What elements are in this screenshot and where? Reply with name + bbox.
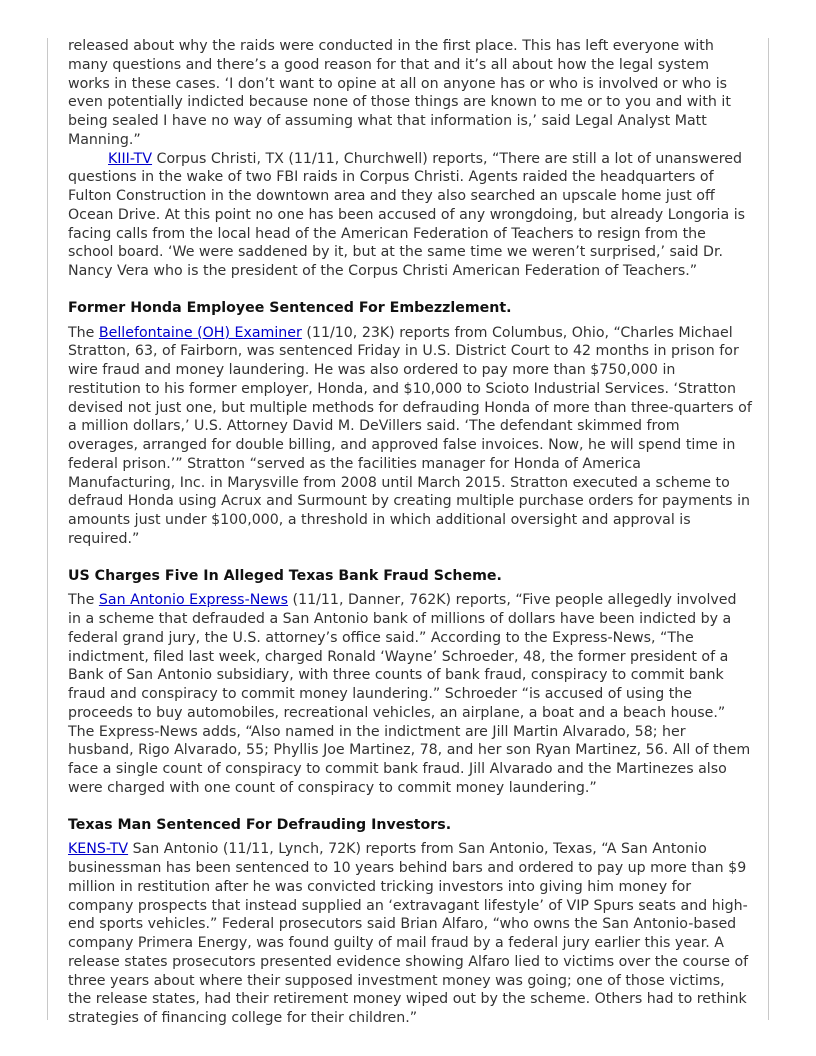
kens-tv-link[interactable]: KENS-TV xyxy=(68,841,129,858)
san-antonio-express-news-link[interactable]: San Antonio Express-News xyxy=(98,592,289,609)
document-body xyxy=(68,37,752,1028)
paragraph-text: released about why the raids were conducted in the first place. This has left everyone with many questions and there’s a good reason for that and it’s all about how the legal system works in these cases. ‘I don’t want to opine at all on anyone has or who is involved or who is even potentially indicted because none of those things are known to me or to you and with it being sealed I have no way of assuming what that information is,’ said Legal Analyst Matt Manning.” xyxy=(68,38,731,148)
paragraph-text: San Antonio (11/11, Lynch, 72K) reports from San Antonio, Texas, “A San Antonio businessman has been sentenced to 10 years behind bars and ordered to pay up more than $9 million in restitution after he was convicted tricking investors into giving him money for company prospects that instead supplied an ‘extravagant lifestyle’ of VIP Spurs seats and high-end sports vehicles.” Federal prosecutors said Brian Alfaro, “who owns the San Antonio-based company Primera Energy, was found guilty of mail fraud by a federal jury earlier this year. A release states prosecutors presented evidence showing Alfaro lied to victims over the course of three years about where their supposed investment money was going; one of those victims, the release states, had their retirement money wiped out by the scheme. Others had to rethink strategies of financing college for their children.” xyxy=(68,841,749,1026)
paragraph-text: Corpus Christi, TX (11/11, Churchwell) reports, “There are still a lot of unanswered questions in the wake of two FBI raids in Corpus Christi. Agents raided the headquarters of Fulton Construction in the downtown area and they also searched an upscale home just off Ocean Drive. At this point no one has been accused of any wrongdoing, but already Longoria is facing calls from the local head of the American Federation of Teachers to resign from the school board. ‘We were saddened by it, but at the same time we weren’t surprised,’ said Dr. Nancy Vera who is the president of the Corpus Christi American Federation of Teachers.” xyxy=(68,150,746,279)
section-heading-investors: Texas Man Sentenced For Defrauding Investors. xyxy=(68,816,452,833)
bank-fraud-paragraph xyxy=(68,591,752,797)
bellefontaine-examiner-link[interactable]: Bellefontaine (OH) Examiner xyxy=(98,324,302,341)
honda-paragraph xyxy=(68,324,752,549)
continued-paragraph xyxy=(68,37,752,150)
paragraph-text: (11/11, Danner, 762K) reports, “Five people allegedly involved in a scheme that defrauded a San Antonio bank of millions of dollars have been indicted by a federal grand jury, the U.S. attorney’s office said.” According to the Express-News, “The indictment, filed last week, charged Ronald ‘Wayne’ Schroeder, 48, the former president of a Bank of San Antonio subsidiary, with three counts of bank fraud, conspiracy to commit bank fraud and conspiracy to commit money laundering.” Schroeder “is accused of using the proceeds to buy automobiles, recreational vehicles, an airplane, a boat and a beach house.” The Express-News adds, “Also named in the indictment are Jill Martin Alvarado, 58; her husband, Rigo Alvarado, 55; Phyllis Joe Martinez, 78, and her son Ryan Martinez, 56. All of them face a single count of conspiracy to commit bank fraud. Jill Alvarado and the Martinezes also were charged with one count of conspiracy to commit money laundering.” xyxy=(68,592,751,796)
left-margin-rule xyxy=(47,38,48,1020)
kiii-paragraph xyxy=(68,150,752,281)
section-heading-bank-fraud: US Charges Five In Alleged Texas Bank Fraud Scheme. xyxy=(68,567,502,584)
investors-paragraph xyxy=(68,840,752,1028)
right-margin-rule xyxy=(768,38,769,1020)
paragraph-text: (11/10, 23K) reports from Columbus, Ohio, “Charles Michael Stratton, 63, of Fairborn, was sentenced Friday in U.S. District Court to 42 months in prison for wire fraud and money laundering. He was also ordered to pay more than $750,000 in restitution to his former employer, Honda, and $10,000 to Scioto Industrial Services. ‘Stratton devised not just one, but multiple methods for defrauding Honda of more than three-quarters of a million dollars,’ U.S. Attorney David M. DeVillers said. ‘The defendant skimmed from overages, arranged for double billing, and approved false invoices. Now, he will spend time in federal prison.’” Stratton “served as the facilities manager for Honda of America Manufacturing, Inc. in Marysville from 2008 until March 2015. Stratton executed a scheme to defraud Honda using Acrux and Surmount by creating multiple purchase orders for payments in amounts just under $100,000, a threshold in which additional oversight and approval is required.” xyxy=(68,324,752,547)
paragraph-prefix: The xyxy=(68,324,99,341)
section-heading-honda: Former Honda Employee Sentenced For Embezzlement. xyxy=(68,299,512,316)
kiii-tv-link[interactable]: KIII-TV xyxy=(108,150,153,167)
paragraph-prefix: The xyxy=(68,592,99,609)
